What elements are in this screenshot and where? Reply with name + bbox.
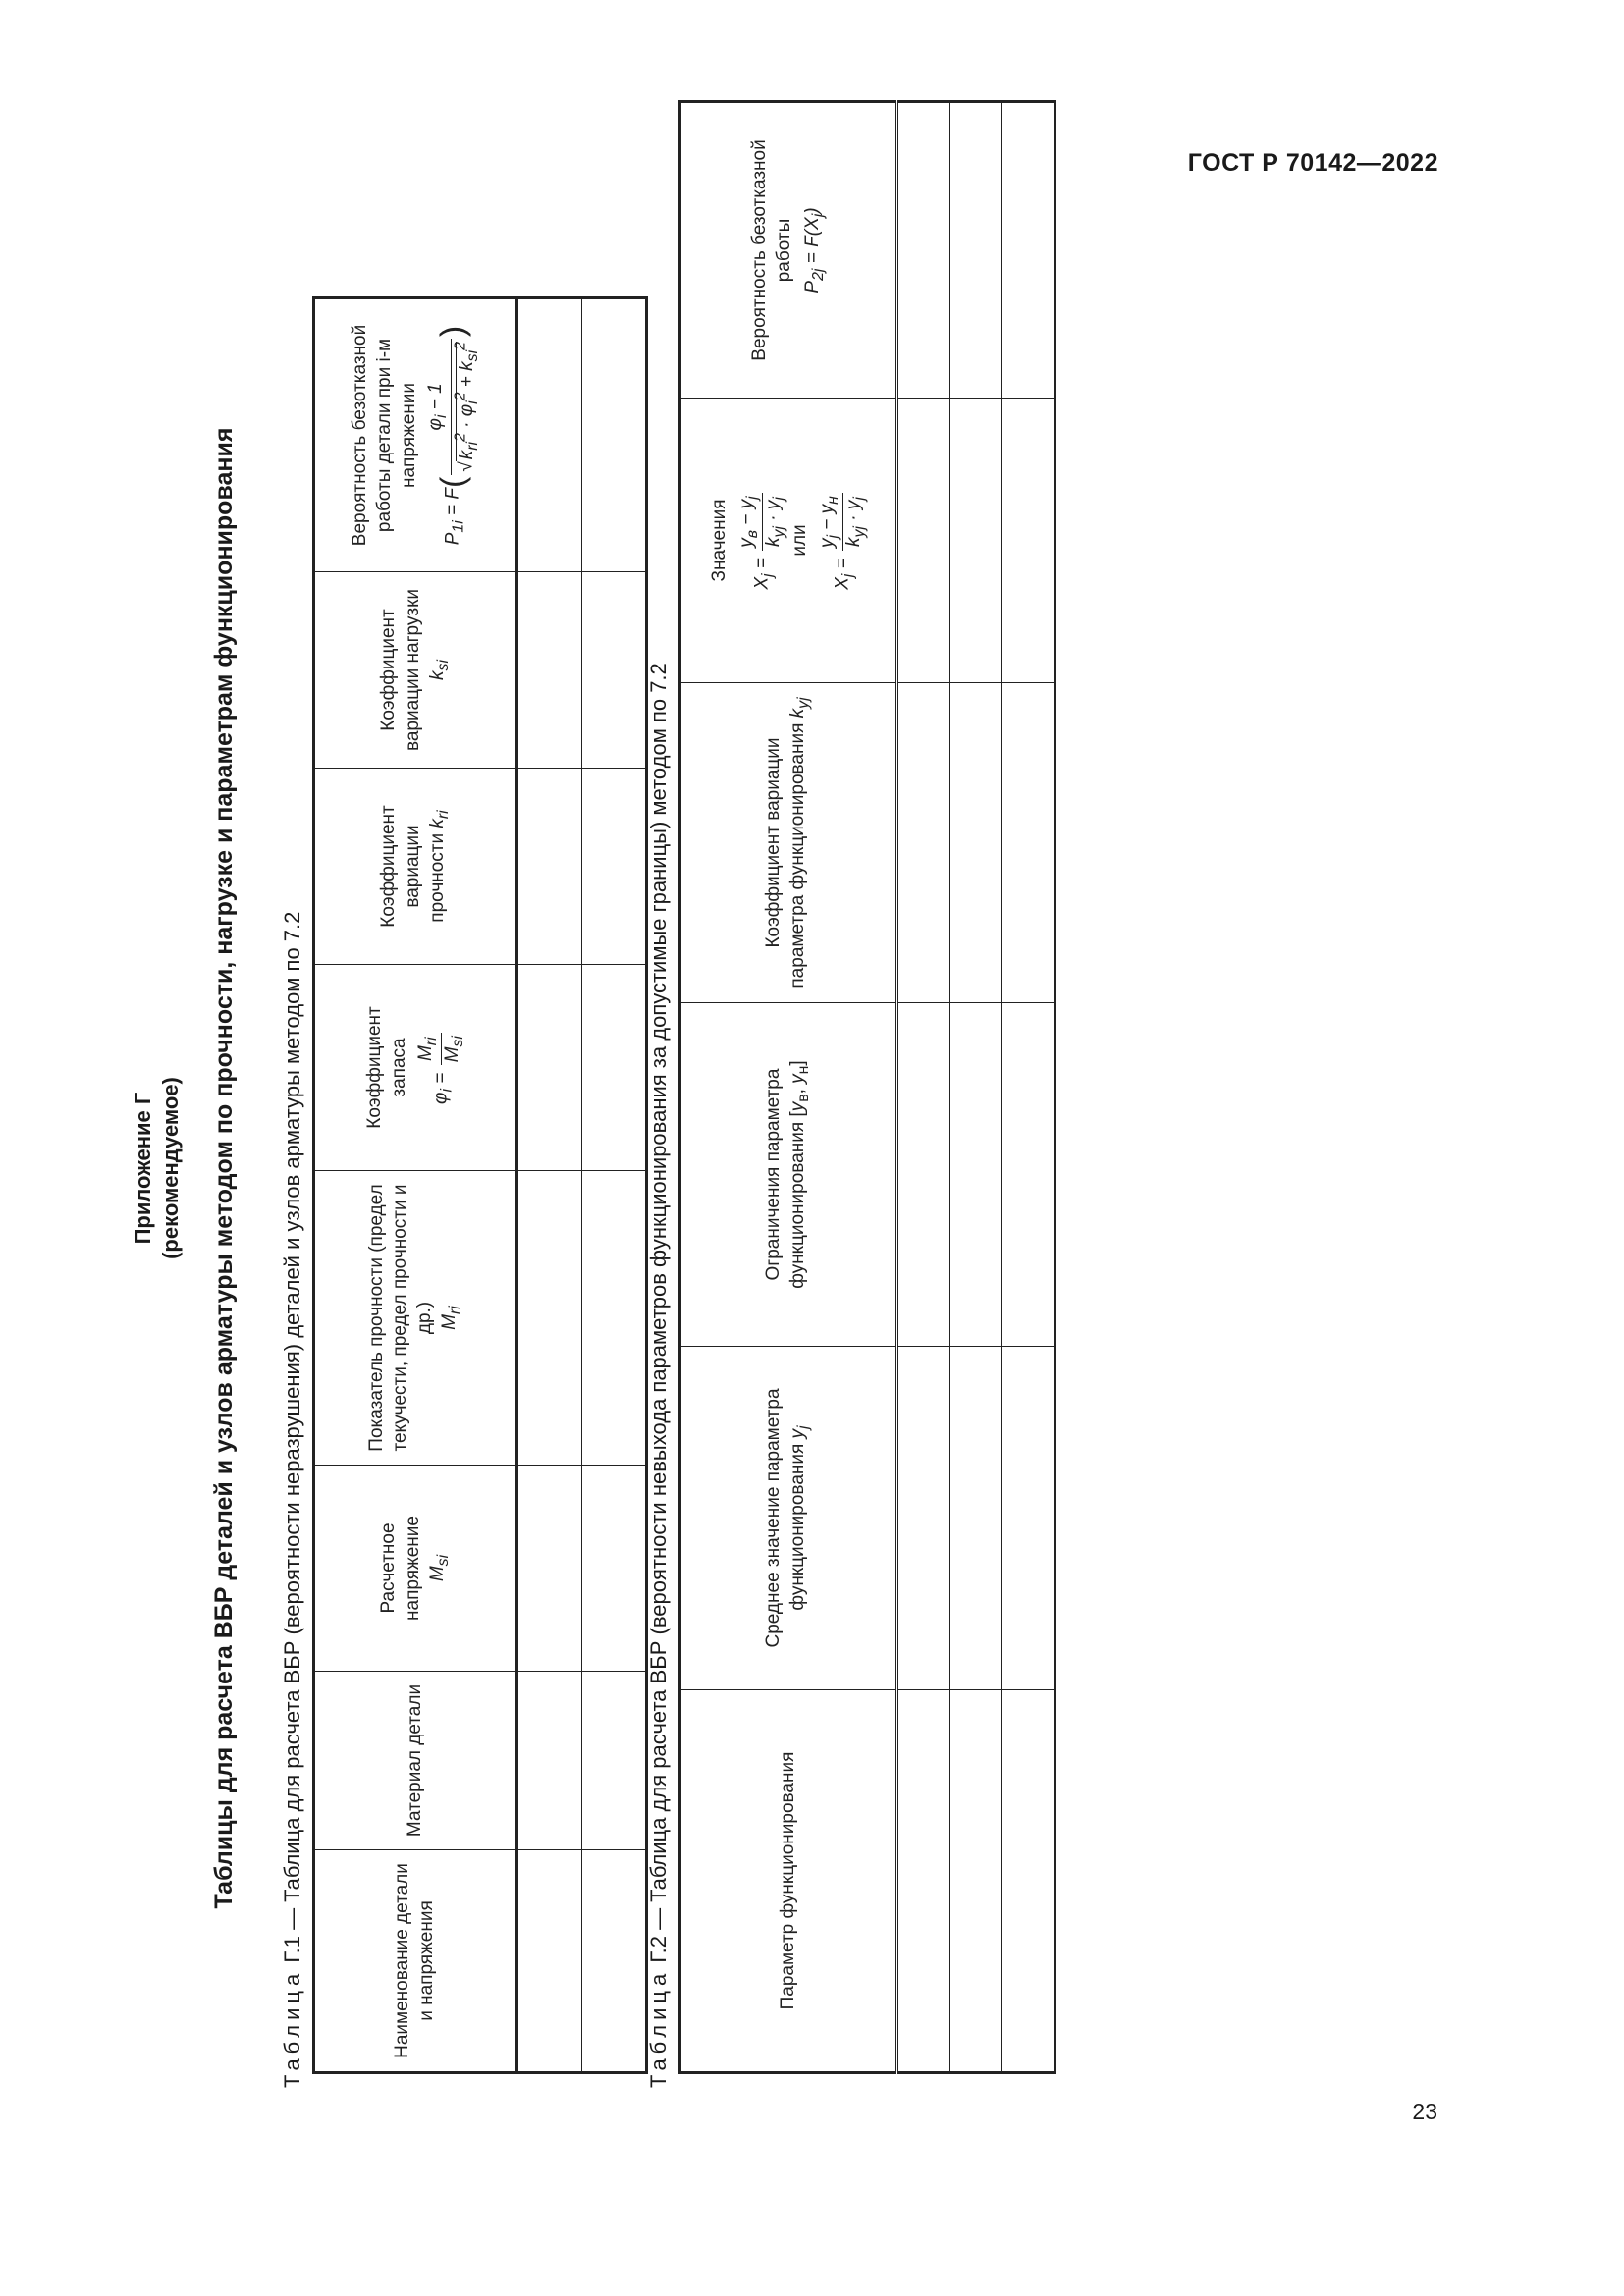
table1-header-cell: Наименование детали и напряжения	[314, 1850, 517, 2073]
table1-header-cell: Коэффициент вариации нагрузки $k_{si}$	[314, 572, 517, 769]
table1-caption	[280, 912, 305, 2088]
table2-header-cell: Параметр функционирования	[680, 1690, 897, 2073]
page-number: 23	[1412, 2099, 1437, 2124]
table-row	[950, 102, 1002, 2073]
table1-header-cell: Вероятность безотказной работы детали при i-м напряжении $P_{1i} = F$( $\varphi_i - 1$ $√k_{ri}^2 \cdot \varphi_i^2 + k_{si}^2$ )	[314, 298, 517, 572]
table1	[312, 296, 648, 2074]
table1-caption-text: Г.1 — Таблица для расчета ВБР (вероятности неразрушения) деталей и узлов арматуры методом по 7.2	[280, 911, 304, 1969]
table2-header-cell: Вероятность безотказной работы $P_{2j} = F(X_j)$	[680, 102, 897, 399]
table2-caption-text: Г.2 — Таблица для расчета ВБР (вероятности невыхода параметров функционирования за допустимые границы) методом по 7.2	[646, 663, 671, 1969]
document-code: ГОСТ Р 70142—2022	[1187, 149, 1438, 177]
table1-caption-prefix: Таблица	[280, 1968, 304, 2088]
table2-caption	[646, 663, 672, 2088]
table2	[678, 100, 1056, 2074]
table-row	[582, 298, 647, 2073]
table2-caption-prefix: Таблица	[646, 1968, 671, 2088]
table-row	[1002, 102, 1056, 2073]
table1-header-cell: Коэффициент запаса $\varphi_i$ = $M_{ri}$ $M_{si}$	[314, 965, 517, 1171]
table1-header-cell: Расчетное напряжение $M_{si}$	[314, 1466, 517, 1672]
table1-header-row	[314, 298, 517, 2073]
table2-header-cell: Среднее значение параметра функционирования $y_j$	[680, 1347, 897, 1690]
table2-header-cell: Значения $X_j$ = $y_в - y_j$ $k_{yj} \cdot y_j$ или $X_j$ = $y_j - y_н$ $k_{yj} \cdot y_j$	[680, 399, 897, 683]
appendix-status: (рекомендуемое)	[158, 1077, 183, 1259]
table-row	[517, 298, 582, 2073]
appendix-title: Приложение Г	[131, 1092, 155, 1245]
table2-header-cell: Коэффициент вариации параметра функционирования $k_{yj}$	[680, 683, 897, 1003]
rotated-page-content	[108, 139, 1041, 2091]
table2-header-row	[680, 102, 897, 2073]
table1-header-cell: Показатель прочности (предел текучести, предел прочности и др.) $M_{ri}$	[314, 1171, 517, 1466]
table1-header-cell: Материал детали	[314, 1672, 517, 1850]
table1-header-cell: Коэффициент вариации прочности $k_{ri}$	[314, 769, 517, 965]
appendix-heading: Таблицы для расчета ВБР деталей и узлов арматуры методом по прочности, нагрузке и параметрам функционирования	[210, 427, 238, 1909]
table2-header-cell: Ограничения параметра функционирования [$y_в$, $y_н$]	[680, 1003, 897, 1347]
table-row	[897, 102, 950, 2073]
or-word: или	[789, 524, 810, 557]
